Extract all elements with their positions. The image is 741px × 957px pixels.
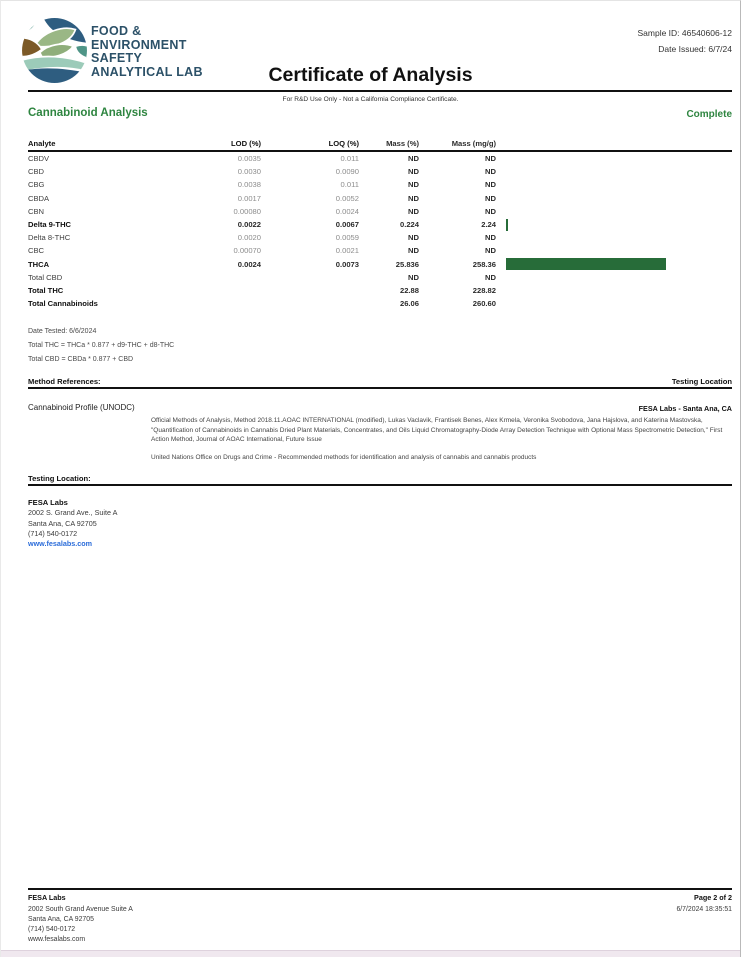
lod-value: 0.0038 <box>237 180 261 190</box>
testing-location-heading-right: Testing Location <box>671 377 732 386</box>
mass-mgg-value: ND <box>485 154 496 164</box>
loq-value: 0.0059 <box>335 233 359 243</box>
status-badge: Complete <box>686 109 732 120</box>
mass-bar <box>506 258 666 270</box>
mass-percent-value: 25.836 <box>395 259 419 269</box>
footer-address <box>28 893 133 945</box>
lod-value: 0.0035 <box>237 154 261 164</box>
lod-value: 0.00070 <box>233 246 261 256</box>
analyte-name: CBG <box>28 180 45 190</box>
footer-address-line: 2002 South Grand Avenue Suite A <box>28 905 133 913</box>
loq-value: 0.0067 <box>335 220 359 230</box>
mass-percent-value: 22.88 <box>399 285 419 295</box>
table-row <box>28 205 732 218</box>
mass-mgg-value: 258.36 <box>472 259 496 269</box>
footer-divider <box>28 888 732 890</box>
mass-percent-value: ND <box>408 154 419 164</box>
wordmark-line: SAFETY <box>91 51 143 65</box>
mass-mgg-value: 260.60 <box>472 299 496 309</box>
mass-bar <box>506 219 508 231</box>
column-header-loq: LOQ (%) <box>328 139 359 148</box>
note-total-cbd-formula: Total CBD = CBDa * 0.877 + CBD <box>28 356 134 363</box>
loq-value: 0.0073 <box>335 259 359 269</box>
mass-bar-cell <box>496 258 732 270</box>
loq-value: 0.011 <box>340 180 359 190</box>
mass-percent-value: ND <box>408 193 419 203</box>
wordmark-line: FOOD & <box>91 24 142 38</box>
analyte-name: Delta 9-THC <box>28 220 72 230</box>
analyte-table-rows <box>28 152 732 310</box>
method-divider <box>28 387 732 389</box>
table-row <box>28 297 732 310</box>
lod-value: 0.00080 <box>233 206 261 216</box>
horizontal-scrollbar[interactable] <box>1 950 740 957</box>
note-total-thc-formula: Total THC = THCa * 0.877 + d9-THC + d8-THC <box>28 342 175 349</box>
notes-block <box>28 328 174 370</box>
table-row <box>28 192 732 205</box>
mass-percent-value: ND <box>408 167 419 177</box>
sample-info <box>637 26 732 57</box>
analyte-name: Total Cannabinoids <box>28 299 98 309</box>
table-row <box>28 152 732 165</box>
column-header-mass-mgg: Mass (mg/g) <box>451 139 496 148</box>
lab-address-line: 2002 S. Grand Ave., Suite A <box>28 508 118 518</box>
mass-percent-value: ND <box>408 233 419 243</box>
lod-value: 0.0017 <box>237 193 261 203</box>
testing-location-heading: Testing Location: <box>28 474 91 483</box>
footer-timestamp: 6/7/2024 18:35:51 <box>676 905 732 913</box>
analyte-name: Total CBD <box>28 272 63 282</box>
footer-website: www.fesalabs.com <box>28 935 86 943</box>
testing-divider <box>28 484 732 486</box>
header-divider <box>28 90 732 92</box>
note-date-tested: Date Tested: 6/6/2024 <box>28 328 97 335</box>
analyte-table <box>28 138 732 310</box>
lod-value: 0.0030 <box>237 167 261 177</box>
table-row <box>28 244 732 257</box>
mass-percent-value: ND <box>408 180 419 190</box>
lab-phone: (714) 540-0172 <box>28 528 78 538</box>
wordmark-line: ENVIRONMENT <box>91 37 187 52</box>
table-row <box>28 284 732 297</box>
column-header-lod: LOD (%) <box>231 139 261 148</box>
method-reference-paragraph: Official Methods of Analysis, Method 2018.11.AOAC INTERNATIONAL (modified), Lukas Vaclavik, Frantisek Benes, Alex Krmela, Veronika Svobodova, Jana Hajslova, and Katerina Mastovska, "Quantification of Cannabinoids in Cannabis Dried Plant Materials, Concentrates, and Oils Liquid Chromatography-Diode Array Detection Technique with Optional Mass Spectrometric Detection," First Action Method, Journal of AOAC International, Future Issue <box>151 417 723 444</box>
analyte-name: Total THC <box>28 285 64 295</box>
wordmark-line: ANALYTICAL LAB <box>91 64 203 79</box>
column-header-analyte: Analyte <box>28 139 56 148</box>
loq-value: 0.0090 <box>335 167 359 177</box>
mass-mgg-value: ND <box>485 272 496 282</box>
lod-value: 0.0022 <box>237 220 261 230</box>
footer-address-line: Santa Ana, CA 92705 <box>28 915 94 923</box>
method-references-heading: Method References: <box>28 377 101 386</box>
mass-percent-value: ND <box>408 206 419 216</box>
loq-value: 0.011 <box>340 154 359 164</box>
page-subtitle: For R&D Use Only - Not a California Compliance Certificate. <box>282 96 459 103</box>
analyte-name: CBDV <box>28 154 50 164</box>
loq-value: 0.0021 <box>335 246 359 256</box>
loq-value: 0.0052 <box>335 193 359 203</box>
lab-name: FESA Labs <box>28 498 68 507</box>
table-row <box>28 271 732 284</box>
lab-address-line: Santa Ana, CA 92705 <box>28 518 97 528</box>
date-issued: Date Issued: 6/7/24 <box>658 43 732 54</box>
table-row <box>28 258 732 271</box>
analyte-name: CBDA <box>28 193 50 203</box>
method-location: FESA Labs - Santa Ana, CA <box>638 404 732 413</box>
loq-value: 0.0024 <box>335 206 359 216</box>
table-header-row <box>28 138 732 152</box>
mass-mgg-value: ND <box>485 180 496 190</box>
analyte-name: CBN <box>28 206 45 216</box>
method-name: Cannabinoid Profile (UNODC) <box>28 403 135 412</box>
mass-mgg-value: ND <box>485 206 496 216</box>
mass-mgg-value: ND <box>485 193 496 203</box>
mass-bar-cell <box>496 219 732 231</box>
table-row <box>28 231 732 244</box>
lod-value: 0.0024 <box>237 259 261 269</box>
analyte-name: Delta 8-THC <box>28 233 71 243</box>
analyte-name: CBC <box>28 246 45 256</box>
section-title: Cannabinoid Analysis <box>28 107 148 119</box>
footer-phone: (714) 540-0172 <box>28 925 76 933</box>
lod-value: 0.0020 <box>237 233 261 243</box>
page-title: Certificate of Analysis <box>268 64 473 86</box>
sample-id: Sample ID: 46540606-12 <box>637 28 732 38</box>
table-row <box>28 218 732 231</box>
mass-mgg-value: 2.24 <box>481 220 496 230</box>
table-row <box>28 165 732 178</box>
mass-percent-value: 0.224 <box>399 220 419 230</box>
mass-percent-value: ND <box>408 272 419 282</box>
mass-mgg-value: ND <box>485 233 496 243</box>
footer-lab-name: FESA Labs <box>28 893 66 902</box>
lab-website-link[interactable]: www.fesalabs.com <box>28 539 93 549</box>
page-number: Page 2 of 2 <box>694 893 732 902</box>
column-header-mass-pct: Mass (%) <box>386 139 419 148</box>
mass-mgg-value: ND <box>485 167 496 177</box>
table-row <box>28 178 732 191</box>
footer-meta <box>676 893 732 915</box>
analyte-name: CBD <box>28 167 45 177</box>
testing-location-address <box>28 498 117 549</box>
method-reference-paragraph-2: United Nations Office on Drugs and Crime - Recommended methods for identification and analysis of cannabis and cannabis products <box>151 454 537 461</box>
analyte-name: THCA <box>28 259 50 269</box>
mass-percent-value: ND <box>408 246 419 256</box>
mass-mgg-value: ND <box>485 246 496 256</box>
mass-percent-value: 26.06 <box>399 299 419 309</box>
mass-mgg-value: 228.82 <box>472 285 496 295</box>
